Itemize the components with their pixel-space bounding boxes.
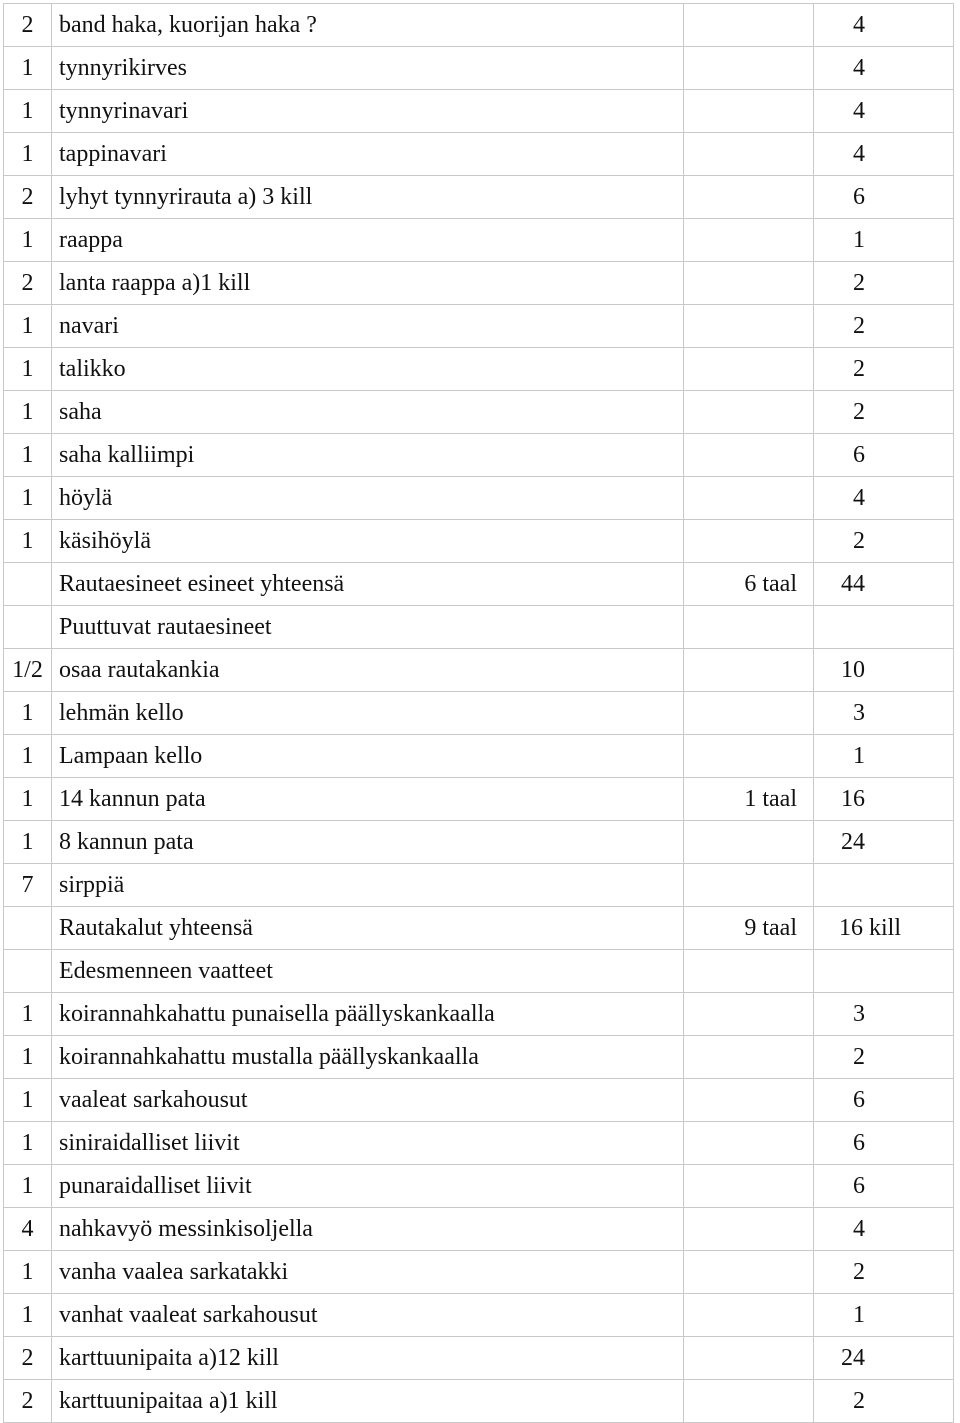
table-row xyxy=(4,348,954,391)
table-row xyxy=(4,735,954,778)
value-cell xyxy=(814,133,954,176)
quantity-cell-text: 1 xyxy=(21,1087,34,1113)
value-cell-text: 2 xyxy=(853,313,865,339)
quantity-cell-text: 2 xyxy=(21,270,34,296)
quantity-cell-text: 2 xyxy=(21,1388,34,1414)
value-cell-text: 4 xyxy=(853,12,865,38)
taal-cell xyxy=(684,434,814,477)
item-name-cell xyxy=(52,434,684,477)
item-name-cell-text: tynnyrikirves xyxy=(59,55,187,81)
item-name-cell xyxy=(52,1079,684,1122)
quantity-cell-text: 1 xyxy=(21,829,34,855)
quantity-cell-text: 2 xyxy=(21,12,34,38)
item-name-cell xyxy=(52,692,684,735)
table-row xyxy=(4,993,954,1036)
quantity-cell xyxy=(4,219,52,262)
item-name-cell xyxy=(52,1337,684,1380)
taal-cell xyxy=(684,649,814,692)
taal-cell xyxy=(684,1337,814,1380)
value-cell-text: 6 xyxy=(853,184,865,210)
taal-cell xyxy=(684,1294,814,1337)
taal-cell-text: 1 taal xyxy=(744,786,797,812)
quantity-cell-text: 1 xyxy=(21,227,34,253)
value-cell-text: 24 xyxy=(841,829,865,855)
table-row xyxy=(4,1165,954,1208)
quantity-cell xyxy=(4,47,52,90)
quantity-cell-text: 1 xyxy=(21,55,34,81)
table-row xyxy=(4,1294,954,1337)
quantity-cell-text: 1 xyxy=(21,1001,34,1027)
table-row xyxy=(4,864,954,907)
value-cell-text: 2 xyxy=(853,399,865,425)
quantity-cell xyxy=(4,262,52,305)
taal-cell xyxy=(684,47,814,90)
table-row xyxy=(4,1251,954,1294)
quantity-cell xyxy=(4,1380,52,1423)
value-cell-text: 6 xyxy=(853,442,865,468)
table-row xyxy=(4,133,954,176)
value-cell-text: 1 xyxy=(853,743,865,769)
taal-cell xyxy=(684,133,814,176)
item-name-cell xyxy=(52,1294,684,1337)
table-row xyxy=(4,262,954,305)
table-row xyxy=(4,391,954,434)
quantity-cell xyxy=(4,391,52,434)
item-name-cell xyxy=(52,606,684,649)
table-row xyxy=(4,520,954,563)
taal-cell xyxy=(684,1079,814,1122)
value-cell-text: 2 xyxy=(853,356,865,382)
item-name-cell xyxy=(52,1122,684,1165)
quantity-cell-text: 1 xyxy=(21,1259,34,1285)
table-row xyxy=(4,1337,954,1380)
value-cell xyxy=(814,692,954,735)
quantity-cell xyxy=(4,1294,52,1337)
taal-cell xyxy=(684,4,814,47)
taal-cell xyxy=(684,90,814,133)
value-cell xyxy=(814,434,954,477)
item-name-cell xyxy=(52,821,684,864)
taal-cell xyxy=(684,821,814,864)
item-name-cell-text: saha kalliimpi xyxy=(59,442,195,468)
quantity-cell xyxy=(4,993,52,1036)
item-name-cell-text: sirppiä xyxy=(59,872,125,898)
value-cell xyxy=(814,1165,954,1208)
value-cell-text: 4 xyxy=(853,55,865,81)
item-name-cell-text: koirannahkahattu punaisella päällyskankaalla xyxy=(59,1001,495,1027)
item-name-cell-text: saha xyxy=(59,399,102,425)
taal-cell xyxy=(684,606,814,649)
taal-cell-text: 6 taal xyxy=(744,571,797,597)
item-name-cell xyxy=(52,219,684,262)
value-cell xyxy=(814,219,954,262)
quantity-cell-text: 1 xyxy=(21,1302,34,1328)
quantity-cell xyxy=(4,348,52,391)
quantity-cell xyxy=(4,950,52,993)
item-name-cell-text: vanhat vaaleat sarkahousut xyxy=(59,1302,318,1328)
value-cell-text: 2 xyxy=(853,1388,865,1414)
taal-cell xyxy=(684,1380,814,1423)
item-name-cell-text: vaaleat sarkahousut xyxy=(59,1087,248,1113)
item-name-cell xyxy=(52,477,684,520)
item-name-cell xyxy=(52,735,684,778)
item-name-cell xyxy=(52,993,684,1036)
table-row xyxy=(4,305,954,348)
table-row xyxy=(4,47,954,90)
quantity-cell xyxy=(4,176,52,219)
value-cell xyxy=(814,348,954,391)
taal-cell xyxy=(684,1208,814,1251)
value-cell xyxy=(814,1294,954,1337)
value-cell-text: 6 xyxy=(853,1130,865,1156)
quantity-cell xyxy=(4,692,52,735)
taal-cell xyxy=(684,692,814,735)
value-cell-text: 6 xyxy=(853,1173,865,1199)
taal-cell xyxy=(684,305,814,348)
table-row xyxy=(4,563,954,606)
item-name-cell xyxy=(52,950,684,993)
item-name-cell xyxy=(52,1036,684,1079)
value-cell xyxy=(814,90,954,133)
item-name-cell-text: höylä xyxy=(59,485,113,511)
quantity-cell-text: 1 xyxy=(21,485,34,511)
value-cell xyxy=(814,176,954,219)
item-name-cell xyxy=(52,1380,684,1423)
value-cell xyxy=(814,735,954,778)
quantity-cell-text: 1 xyxy=(21,743,34,769)
value-cell-text: 4 xyxy=(853,1216,865,1242)
taal-cell xyxy=(684,993,814,1036)
quantity-cell xyxy=(4,1208,52,1251)
item-name-cell-text: käsihöylä xyxy=(59,528,151,554)
value-cell xyxy=(814,649,954,692)
quantity-cell-text: 1 xyxy=(21,98,34,124)
value-cell xyxy=(814,864,954,907)
quantity-cell xyxy=(4,864,52,907)
value-cell xyxy=(814,907,954,950)
quantity-cell xyxy=(4,1079,52,1122)
item-name-cell xyxy=(52,563,684,606)
value-cell xyxy=(814,606,954,649)
value-cell xyxy=(814,778,954,821)
taal-cell xyxy=(684,477,814,520)
taal-cell xyxy=(684,778,814,821)
value-cell-text: 1 xyxy=(853,1302,865,1328)
value-cell-text: 4 xyxy=(853,141,865,167)
table-row xyxy=(4,1380,954,1423)
item-name-cell-text: navari xyxy=(59,313,119,339)
taal-cell xyxy=(684,735,814,778)
quantity-cell-text: 1 xyxy=(21,141,34,167)
value-cell-text: 3 xyxy=(853,700,865,726)
value-cell xyxy=(814,391,954,434)
value-cell xyxy=(814,1036,954,1079)
item-name-cell xyxy=(52,176,684,219)
quantity-cell-text: 1 xyxy=(21,442,34,468)
table-row xyxy=(4,477,954,520)
value-cell xyxy=(814,520,954,563)
value-cell xyxy=(814,993,954,1036)
quantity-cell xyxy=(4,649,52,692)
table-row xyxy=(4,649,954,692)
quantity-cell-text: 1 xyxy=(21,1130,34,1156)
table-row xyxy=(4,176,954,219)
item-name-cell-text: 14 kannun pata xyxy=(59,786,206,812)
taal-cell-text: 9 taal xyxy=(744,915,797,941)
taal-cell xyxy=(684,391,814,434)
item-name-cell-text: Rautaesineet esineet yhteensä xyxy=(59,571,345,597)
item-name-cell xyxy=(52,520,684,563)
quantity-cell xyxy=(4,821,52,864)
item-name-cell xyxy=(52,649,684,692)
value-cell xyxy=(814,1122,954,1165)
value-cell-text: 1 xyxy=(853,227,865,253)
taal-cell xyxy=(684,1036,814,1079)
quantity-cell-text: 1 xyxy=(21,528,34,554)
value-cell xyxy=(814,47,954,90)
taal-cell xyxy=(684,262,814,305)
taal-cell xyxy=(684,520,814,563)
item-name-cell-text: osaa rautakankia xyxy=(59,657,220,683)
item-name-cell xyxy=(52,90,684,133)
quantity-cell xyxy=(4,477,52,520)
value-cell xyxy=(814,262,954,305)
item-name-cell-text: 8 kannun pata xyxy=(59,829,194,855)
item-name-cell-text: lehmän kello xyxy=(59,700,184,726)
quantity-cell xyxy=(4,735,52,778)
taal-cell xyxy=(684,176,814,219)
value-cell xyxy=(814,1380,954,1423)
value-cell-text: 24 xyxy=(841,1345,865,1371)
quantity-cell-text: 7 xyxy=(21,872,34,898)
value-cell xyxy=(814,305,954,348)
quantity-cell-text: 2 xyxy=(21,1345,34,1371)
taal-cell xyxy=(684,219,814,262)
quantity-cell xyxy=(4,520,52,563)
value-cell xyxy=(814,477,954,520)
value-cell-text: 4 xyxy=(853,485,865,511)
item-name-cell-text: tappinavari xyxy=(59,141,167,167)
table-row xyxy=(4,1079,954,1122)
table-row xyxy=(4,907,954,950)
item-name-cell-text: tynnyrinavari xyxy=(59,98,189,124)
quantity-cell-text: 1/2 xyxy=(12,657,43,683)
quantity-cell xyxy=(4,563,52,606)
inventory-table xyxy=(3,3,954,1423)
value-cell xyxy=(814,1079,954,1122)
quantity-cell xyxy=(4,1036,52,1079)
item-name-cell xyxy=(52,47,684,90)
item-name-cell-text: karttuunipaitaa a)1 kill xyxy=(59,1388,278,1414)
value-cell-text: 16 kill xyxy=(839,915,902,941)
item-name-cell-text: raappa xyxy=(59,227,123,253)
quantity-cell xyxy=(4,1165,52,1208)
quantity-cell xyxy=(4,1337,52,1380)
table-row xyxy=(4,90,954,133)
table-row xyxy=(4,434,954,477)
value-cell xyxy=(814,4,954,47)
value-cell-text: 4 xyxy=(853,98,865,124)
quantity-cell xyxy=(4,4,52,47)
quantity-cell-text: 1 xyxy=(21,1173,34,1199)
item-name-cell xyxy=(52,391,684,434)
item-name-cell-text: band haka, kuorijan haka ? xyxy=(59,12,317,38)
item-name-cell xyxy=(52,1165,684,1208)
table-row xyxy=(4,692,954,735)
table-row xyxy=(4,1122,954,1165)
item-name-cell xyxy=(52,1251,684,1294)
item-name-cell-text: karttuunipaita a)12 kill xyxy=(59,1345,279,1371)
quantity-cell-text: 1 xyxy=(21,786,34,812)
item-name-cell-text: siniraidalliset liivit xyxy=(59,1130,240,1156)
value-cell-text: 2 xyxy=(853,1259,865,1285)
quantity-cell xyxy=(4,606,52,649)
inventory-table-body xyxy=(4,4,954,1423)
quantity-cell-text: 1 xyxy=(21,700,34,726)
table-row xyxy=(4,778,954,821)
item-name-cell-text: Edesmenneen vaatteet xyxy=(59,958,273,984)
taal-cell xyxy=(684,1122,814,1165)
taal-cell xyxy=(684,348,814,391)
quantity-cell-text: 4 xyxy=(21,1216,34,1242)
value-cell xyxy=(814,950,954,993)
item-name-cell xyxy=(52,348,684,391)
item-name-cell xyxy=(52,305,684,348)
value-cell-text: 16 xyxy=(841,786,865,812)
item-name-cell-text: Puuttuvat rautaesineet xyxy=(59,614,272,640)
quantity-cell xyxy=(4,90,52,133)
item-name-cell xyxy=(52,262,684,305)
quantity-cell xyxy=(4,1251,52,1294)
value-cell-text: 2 xyxy=(853,270,865,296)
value-cell-text: 10 xyxy=(841,657,865,683)
quantity-cell xyxy=(4,1122,52,1165)
item-name-cell xyxy=(52,133,684,176)
table-row xyxy=(4,606,954,649)
value-cell xyxy=(814,821,954,864)
taal-cell xyxy=(684,1251,814,1294)
item-name-cell xyxy=(52,907,684,950)
quantity-cell-text: 1 xyxy=(21,356,34,382)
quantity-cell-text: 1 xyxy=(21,1044,34,1070)
item-name-cell-text: talikko xyxy=(59,356,126,382)
table-row xyxy=(4,4,954,47)
table-row xyxy=(4,1036,954,1079)
taal-cell xyxy=(684,864,814,907)
value-cell-text: 6 xyxy=(853,1087,865,1113)
item-name-cell-text: nahkavyö messinkisoljella xyxy=(59,1216,313,1242)
table-row xyxy=(4,950,954,993)
item-name-cell-text: koirannahkahattu mustalla päällyskankaalla xyxy=(59,1044,479,1070)
item-name-cell xyxy=(52,1208,684,1251)
item-name-cell-text: lanta raappa a)1 kill xyxy=(59,270,251,296)
taal-cell xyxy=(684,907,814,950)
quantity-cell xyxy=(4,133,52,176)
value-cell-text: 44 xyxy=(841,571,865,597)
value-cell xyxy=(814,1337,954,1380)
value-cell xyxy=(814,1208,954,1251)
quantity-cell xyxy=(4,778,52,821)
value-cell-text: 2 xyxy=(853,1044,865,1070)
quantity-cell-text: 2 xyxy=(21,184,34,210)
item-name-cell xyxy=(52,778,684,821)
quantity-cell xyxy=(4,305,52,348)
taal-cell xyxy=(684,950,814,993)
quantity-cell xyxy=(4,907,52,950)
item-name-cell-text: lyhyt tynnyrirauta a) 3 kill xyxy=(59,184,313,210)
item-name-cell xyxy=(52,4,684,47)
item-name-cell-text: punaraidalliset liivit xyxy=(59,1173,252,1199)
value-cell-text: 3 xyxy=(853,1001,865,1027)
table-row xyxy=(4,219,954,262)
quantity-cell-text: 1 xyxy=(21,399,34,425)
table-row xyxy=(4,1208,954,1251)
taal-cell xyxy=(684,1165,814,1208)
item-name-cell-text: vanha vaalea sarkatakki xyxy=(59,1259,289,1285)
value-cell-text: 2 xyxy=(853,528,865,554)
item-name-cell xyxy=(52,864,684,907)
quantity-cell-text: 1 xyxy=(21,313,34,339)
item-name-cell-text: Lampaan kello xyxy=(59,743,203,769)
item-name-cell-text: Rautakalut yhteensä xyxy=(59,915,253,941)
taal-cell xyxy=(684,563,814,606)
value-cell xyxy=(814,1251,954,1294)
table-row xyxy=(4,821,954,864)
value-cell xyxy=(814,563,954,606)
quantity-cell xyxy=(4,434,52,477)
